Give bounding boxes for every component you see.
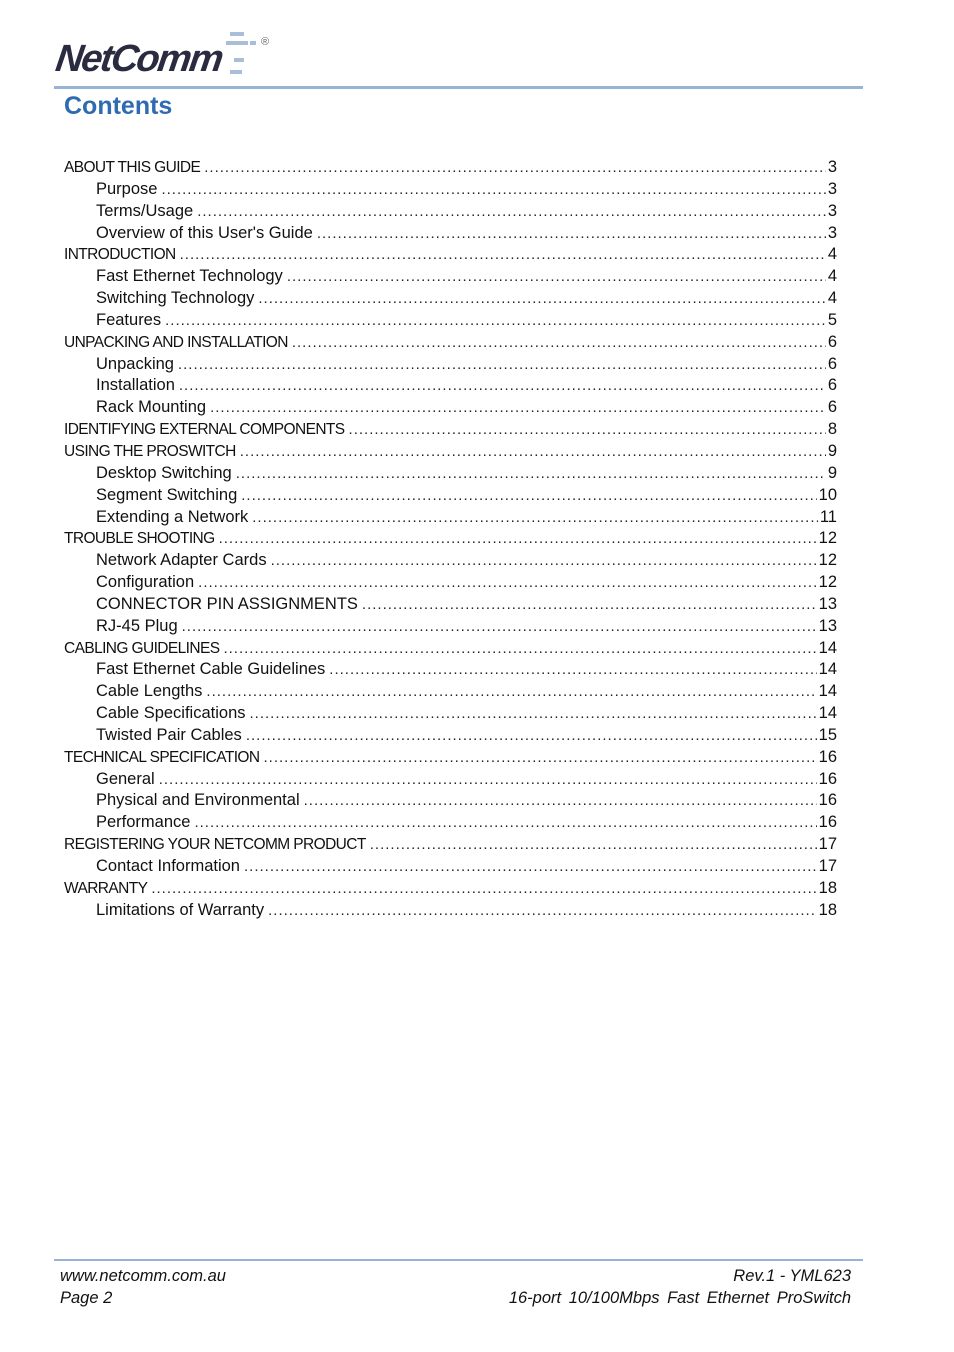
toc-entry-label: REGISTERING YOUR NETCOMM PRODUCT <box>64 836 366 854</box>
toc-dot-leader <box>263 749 816 766</box>
toc-entry-page: 17 <box>818 857 837 875</box>
toc-subsection-entry <box>64 617 837 639</box>
toc-entry-label: TROUBLE SHOOTING <box>64 530 215 548</box>
toc-entry-label: Contact Information <box>96 857 240 875</box>
toc-dot-leader <box>304 792 817 809</box>
toc-subsection-entry <box>64 704 837 726</box>
toc-entry-label: Rack Mounting <box>96 398 207 417</box>
toc-dot-leader <box>182 618 817 635</box>
toc-dot-leader <box>219 530 817 547</box>
toc-subsection-entry <box>64 267 837 289</box>
toc-dot-leader <box>151 880 816 897</box>
toc-entry-label: Cable Specifications <box>96 704 246 723</box>
toc-subsection-entry <box>64 355 837 377</box>
toc-section-entry <box>64 245 837 267</box>
toc-dot-leader <box>197 203 826 220</box>
toc-subsection-entry <box>64 289 837 311</box>
toc-subsection-entry <box>64 376 837 398</box>
toc-dot-leader <box>250 705 817 722</box>
toc-subsection-entry <box>64 398 837 420</box>
logo-dash <box>234 58 244 62</box>
footer-rule <box>54 1259 863 1261</box>
toc-subsection-entry <box>64 573 837 595</box>
toc-subsection-entry <box>64 202 837 224</box>
toc-dot-leader <box>258 290 825 307</box>
toc-entry-label: USING THE PROSWITCH <box>64 442 236 460</box>
toc-entry-page: 18 <box>818 900 837 919</box>
toc-entry-label: IDENTIFYING EXTERNAL COMPONENTS <box>64 421 345 439</box>
toc-entry-label: Terms/Usage <box>96 201 194 220</box>
toc-entry-page: 14 <box>818 638 837 657</box>
toc-dot-leader <box>204 159 826 176</box>
toc-dot-leader <box>329 661 816 678</box>
toc-subsection-entry <box>64 595 837 617</box>
toc-entry-label: Purpose <box>96 179 158 198</box>
toc-entry-page: 3 <box>827 201 837 220</box>
toc-entry-page: 3 <box>827 158 837 176</box>
toc-entry-page: 16 <box>818 813 837 832</box>
toc-section-entry <box>64 420 837 442</box>
toc-entry-label: Desktop Switching <box>96 463 232 482</box>
toc-entry-label: Unpacking <box>96 354 174 373</box>
footer-revision: Rev.1 - YML623 <box>733 1267 851 1285</box>
toc-entry-page: 3 <box>827 179 837 198</box>
toc-section-entry <box>64 333 837 355</box>
page-title: Contents <box>64 92 173 120</box>
toc-entry-page: 14 <box>818 660 837 679</box>
toc-entry-label: WARRANTY <box>64 879 148 897</box>
registered-mark-icon: ® <box>261 36 270 48</box>
toc-dot-leader <box>161 181 825 198</box>
toc-entry-label: Network Adapter Cards <box>96 551 267 570</box>
toc-entry-page: 11 <box>819 507 837 526</box>
toc-subsection-entry <box>64 464 837 486</box>
toc-subsection-entry <box>64 508 837 530</box>
logo-dash <box>230 32 244 36</box>
logo-dash <box>250 41 256 45</box>
toc-entry-page: 3 <box>827 223 837 242</box>
toc-entry-label: RJ-45 Plug <box>96 616 178 635</box>
netcomm-logo <box>54 28 279 84</box>
toc-entry-label: TECHNICAL SPECIFICATION <box>64 748 260 766</box>
header-rule <box>54 86 863 89</box>
toc-dot-leader <box>370 836 817 853</box>
toc-dot-leader <box>223 640 816 657</box>
toc-subsection-entry <box>64 311 837 333</box>
toc-dot-leader <box>287 268 826 285</box>
toc-entry-page: 9 <box>827 441 837 460</box>
toc-subsection-entry <box>64 813 837 835</box>
toc-entry-page: 6 <box>827 354 837 373</box>
logo-wordmark: NetComm <box>53 38 225 80</box>
toc-entry-page: 10 <box>818 485 837 504</box>
toc-subsection-entry <box>64 726 837 748</box>
toc-entry-label: Configuration <box>96 573 195 592</box>
toc-dot-leader <box>292 334 826 351</box>
toc-subsection-entry <box>64 660 837 682</box>
footer-page-number: Page 2 <box>60 1289 113 1307</box>
toc-entry-label: Performance <box>96 813 191 832</box>
toc-entry-label: Installation <box>96 376 175 395</box>
toc-entry-label: INTRODUCTION <box>64 246 176 264</box>
toc-entry-label: Overview of this User's Guide <box>96 223 313 242</box>
toc-entry-label: Fast Ethernet Cable Guidelines <box>96 660 326 679</box>
toc-dot-leader <box>198 574 816 591</box>
toc-subsection-entry <box>64 770 837 792</box>
toc-entry-page: 16 <box>818 791 837 810</box>
toc-entry-page: 17 <box>818 835 837 854</box>
toc-subsection-entry <box>64 901 837 923</box>
toc-section-entry <box>64 158 837 180</box>
toc-entry-label: Extending a Network <box>96 507 249 526</box>
toc-subsection-entry <box>64 857 837 879</box>
toc-entry-page: 12 <box>818 529 837 548</box>
toc-dot-leader <box>159 771 817 788</box>
table-of-contents <box>64 158 837 923</box>
toc-dot-leader <box>180 246 826 263</box>
toc-entry-page: 14 <box>818 682 837 701</box>
toc-section-entry <box>64 835 837 857</box>
toc-section-entry <box>64 879 837 901</box>
toc-entry-page: 5 <box>827 310 837 329</box>
toc-entry-page: 4 <box>827 245 837 264</box>
toc-entry-page: 6 <box>827 398 837 417</box>
toc-entry-label: Cable Lengths <box>96 682 203 701</box>
toc-section-entry <box>64 748 837 770</box>
toc-entry-label: CABLING GUIDELINES <box>64 639 220 657</box>
toc-dot-leader <box>165 312 826 329</box>
toc-entry-page: 18 <box>818 878 837 897</box>
logo-dash <box>230 70 242 74</box>
toc-dot-leader <box>240 443 826 460</box>
toc-dot-leader <box>178 356 826 373</box>
toc-dot-leader <box>179 377 826 394</box>
toc-entry-page: 13 <box>818 616 837 635</box>
toc-dot-leader <box>241 487 816 504</box>
toc-entry-label: Switching Technology <box>96 289 255 308</box>
toc-subsection-entry <box>64 551 837 573</box>
toc-dot-leader <box>349 421 826 438</box>
toc-entry-page: 6 <box>827 376 837 395</box>
toc-dot-leader <box>252 509 818 526</box>
toc-entry-page: 8 <box>827 420 837 439</box>
toc-entry-label: Features <box>96 310 162 329</box>
toc-dot-leader <box>246 727 817 744</box>
toc-dot-leader <box>206 683 816 700</box>
toc-entry-page: 12 <box>818 551 837 570</box>
footer-product: 16-port 10/100Mbps Fast Ethernet ProSwitch <box>508 1289 851 1307</box>
toc-entry-label: General <box>96 769 155 788</box>
toc-entry-label: Segment Switching <box>96 485 238 504</box>
toc-dot-leader <box>236 465 826 482</box>
toc-entry-page: 16 <box>818 769 837 788</box>
toc-subsection-entry <box>64 682 837 704</box>
toc-entry-label: ABOUT THIS GUIDE <box>64 159 201 176</box>
toc-section-entry <box>64 639 837 661</box>
toc-entry-label: Fast Ethernet Technology <box>96 267 283 286</box>
toc-entry-page: 9 <box>827 463 837 482</box>
toc-entry-label: Twisted Pair Cables <box>96 725 242 744</box>
toc-entry-page: 15 <box>818 725 837 744</box>
toc-dot-leader <box>244 858 817 875</box>
toc-section-entry <box>64 529 837 551</box>
toc-entry-page: 12 <box>818 573 837 592</box>
toc-dot-leader <box>271 552 817 569</box>
toc-subsection-entry <box>64 224 837 246</box>
toc-entry-label: UNPACKING AND INSTALLATION <box>64 333 288 351</box>
toc-entry-page: 13 <box>818 594 837 613</box>
toc-entry-page: 16 <box>818 747 837 766</box>
logo-dash <box>226 41 248 45</box>
toc-entry-label: CONNECTOR PIN ASSIGNMENTS <box>96 594 358 613</box>
footer-website: www.netcomm.com.au <box>60 1267 226 1285</box>
toc-entry-page: 4 <box>827 289 837 308</box>
toc-dot-leader <box>268 902 817 919</box>
toc-subsection-entry <box>64 791 837 813</box>
toc-entry-page: 14 <box>818 704 837 723</box>
toc-entry-page: 4 <box>827 267 837 286</box>
toc-entry-label: Limitations of Warranty <box>96 900 265 919</box>
toc-dot-leader <box>362 596 817 613</box>
toc-dot-leader <box>194 814 816 831</box>
toc-section-entry <box>64 442 837 464</box>
toc-entry-page: 6 <box>827 332 837 351</box>
toc-entry-label: Physical and Environmental <box>96 791 300 810</box>
toc-subsection-entry <box>64 486 837 508</box>
toc-dot-leader <box>317 225 826 242</box>
toc-dot-leader <box>210 399 826 416</box>
toc-subsection-entry <box>64 180 837 202</box>
